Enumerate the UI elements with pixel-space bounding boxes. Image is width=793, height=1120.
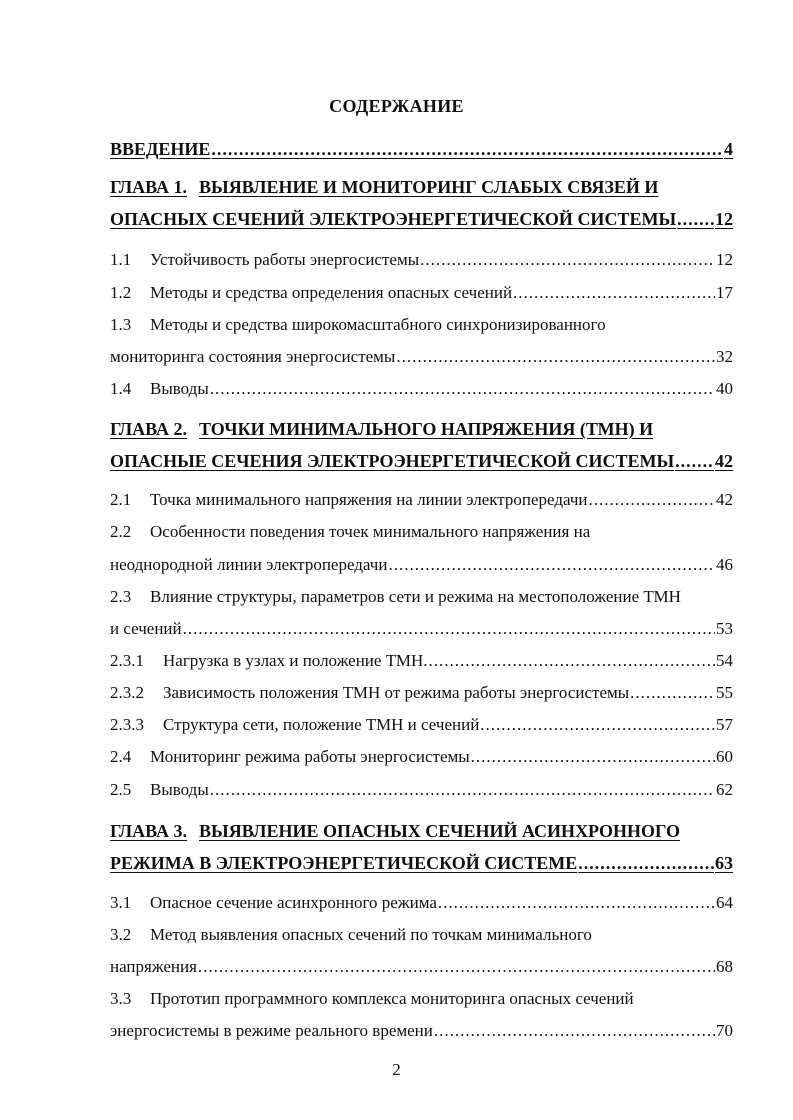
entry-text-line1: Прототип программного комплекса мониторинга опасных сечений bbox=[150, 989, 634, 1008]
dot-leader bbox=[210, 377, 715, 401]
entry-text-line1: Методы и средства широкомасштабного синхронизированного bbox=[150, 315, 606, 334]
chapter-title-line1: ТОЧКИ МИНИМАЛЬНОГО НАПРЯЖЕНИЯ (ТМН) И bbox=[199, 419, 654, 439]
toc-chapter-1-cont[interactable] bbox=[110, 207, 733, 231]
entry-text-line2: мониторинга состояния энергосистемы bbox=[110, 347, 396, 366]
entry-page: 57 bbox=[716, 715, 733, 734]
toc-entry-3-1[interactable] bbox=[110, 891, 733, 915]
dot-leader bbox=[438, 891, 715, 915]
toc-entry-2-5[interactable] bbox=[110, 778, 733, 802]
dot-leader bbox=[183, 617, 715, 641]
entry-page: 54 bbox=[716, 651, 733, 670]
entry-text: Мониторинг режима работы энергосистемы bbox=[150, 747, 470, 766]
toc-entry-2-1[interactable] bbox=[110, 488, 733, 512]
toc-entry-2-3-cont[interactable] bbox=[110, 617, 733, 641]
entry-number: 2.1 bbox=[110, 490, 132, 509]
entry-text-line1: Метод выявления опасных сечений по точкам минимального bbox=[150, 925, 592, 944]
entry-page: 70 bbox=[716, 1021, 733, 1040]
entry-page: 64 bbox=[716, 893, 733, 912]
entry-number: 2.3.2 bbox=[110, 683, 144, 702]
entry-page: 12 bbox=[716, 250, 733, 269]
entry-text: Выводы bbox=[150, 780, 209, 799]
dot-leader bbox=[420, 248, 715, 272]
dot-leader bbox=[429, 649, 716, 673]
entry-page: 60 bbox=[716, 747, 733, 766]
entry-text-line2: неоднородной линии электропередачи bbox=[110, 555, 388, 574]
chapter-number: ГЛАВА 2. bbox=[110, 419, 188, 439]
entry-number: 3.1 bbox=[110, 893, 132, 912]
entry-number: 1.3 bbox=[110, 315, 132, 334]
dot-leader bbox=[388, 553, 715, 577]
toc-chapter-2-cont[interactable] bbox=[110, 449, 733, 473]
entry-text: Структура сети, положение ТМН и сечений bbox=[163, 715, 480, 734]
toc-entry-3-2[interactable] bbox=[110, 923, 733, 947]
entry-text-line2: и сечений bbox=[110, 619, 182, 638]
chapter-title-line2: РЕЖИМА В ЭЛЕКТРОЭНЕРГЕТИЧЕСКОЙ СИСТЕМЕ bbox=[110, 853, 578, 873]
entry-text: Точка минимального напряжения на линии электропередачи bbox=[150, 490, 588, 509]
entry-text: Нагрузка в узлах и положение ТМН. bbox=[163, 651, 428, 670]
entry-page: 53 bbox=[716, 619, 733, 638]
entry-text-line1: Влияние структуры, параметров сети и режима на местоположение ТМН bbox=[150, 587, 681, 606]
toc-entry-2-4[interactable] bbox=[110, 745, 733, 769]
toc-entry-2-3[interactable] bbox=[110, 585, 733, 609]
chapter-number: ГЛАВА 3. bbox=[110, 821, 188, 841]
dot-leader bbox=[578, 851, 714, 875]
entry-page: 46 bbox=[716, 555, 733, 574]
entry-number: 2.2 bbox=[110, 522, 132, 541]
entry-number: 1.1 bbox=[110, 250, 132, 269]
entry-page: 40 bbox=[716, 379, 733, 398]
entry-page: 17 bbox=[716, 283, 733, 302]
toc-chapter-3-cont[interactable] bbox=[110, 851, 733, 875]
dot-leader bbox=[210, 778, 715, 802]
toc-chapter-2[interactable] bbox=[110, 417, 733, 441]
dot-leader bbox=[589, 488, 715, 512]
chapter-title-line1: ВЫЯВЛЕНИЕ И МОНИТОРИНГ СЛАБЫХ СВЯЗЕЙ И bbox=[199, 177, 659, 197]
entry-page: 63 bbox=[715, 853, 733, 873]
entry-number: 2.3.1 bbox=[110, 651, 144, 670]
toc-chapter-1[interactable] bbox=[110, 175, 733, 199]
entry-text-line2: напряжения bbox=[110, 957, 197, 976]
entry-text: Устойчивость работы энергосистемы bbox=[150, 250, 420, 269]
toc-entry-1-2[interactable] bbox=[110, 281, 733, 305]
toc-entry-3-3[interactable] bbox=[110, 987, 733, 1011]
toc-entry-1-3-cont[interactable] bbox=[110, 345, 733, 369]
entry-number: 1.4 bbox=[110, 379, 132, 398]
toc-entry-2-3-1[interactable] bbox=[110, 649, 733, 673]
entry-text-line2: энергосистемы в режиме реального времени bbox=[110, 1021, 433, 1040]
dot-leader bbox=[396, 345, 715, 369]
dot-leader bbox=[480, 713, 715, 737]
toc-entry-intro[interactable] bbox=[110, 137, 733, 161]
entry-number: 3.3 bbox=[110, 989, 132, 1008]
toc-entry-2-3-2[interactable] bbox=[110, 681, 733, 705]
entry-page: 12 bbox=[715, 209, 733, 229]
toc-entry-3-2-cont[interactable] bbox=[110, 955, 733, 979]
chapter-title-line1: ВЫЯВЛЕНИЕ ОПАСНЫХ СЕЧЕНИЙ АСИНХРОННОГО bbox=[199, 821, 680, 841]
entry-page: 55 bbox=[716, 683, 733, 702]
dot-leader bbox=[471, 745, 715, 769]
entry-text-line1: Особенности поведения точек минимального напряжения на bbox=[150, 522, 591, 541]
chapter-title-line2: ОПАСНЫЕ СЕЧЕНИЯ ЭЛЕКТРОЭНЕРГЕТИЧЕСКОЙ СИСТЕМЫ bbox=[110, 451, 675, 471]
page-number: 2 bbox=[392, 1060, 401, 1079]
entry-page: 62 bbox=[716, 780, 733, 799]
dot-leader bbox=[675, 449, 714, 473]
dot-leader bbox=[513, 281, 715, 305]
entry-text: Выводы bbox=[150, 379, 209, 398]
dot-leader bbox=[630, 681, 715, 705]
toc-entry-1-1[interactable] bbox=[110, 248, 733, 272]
toc-entry-1-3[interactable] bbox=[110, 313, 733, 337]
toc-entry-1-4[interactable] bbox=[110, 377, 733, 401]
chapter-number: ГЛАВА 1. bbox=[110, 177, 188, 197]
toc-entry-2-2[interactable] bbox=[110, 520, 733, 544]
toc-entry-2-2-cont[interactable] bbox=[110, 553, 733, 577]
entry-number: 2.3.3 bbox=[110, 715, 144, 734]
toc-entry-2-3-3[interactable] bbox=[110, 713, 733, 737]
entry-page: 32 bbox=[716, 347, 733, 366]
entry-text: Методы и средства определения опасных сечений bbox=[150, 283, 513, 302]
toc-chapter-3[interactable] bbox=[110, 819, 733, 843]
dot-leader bbox=[677, 207, 714, 231]
toc-entry-3-3-cont[interactable] bbox=[110, 1019, 733, 1043]
entry-page: 4 bbox=[724, 139, 733, 159]
entry-page: 68 bbox=[716, 957, 733, 976]
entry-page: 42 bbox=[715, 451, 733, 471]
entry-number: 2.3 bbox=[110, 587, 132, 606]
toc-title: СОДЕРЖАНИЕ bbox=[329, 96, 464, 116]
dot-leader bbox=[198, 955, 715, 979]
dot-leader bbox=[434, 1019, 715, 1043]
entry-text: Опасное сечение асинхронного режима bbox=[150, 893, 437, 912]
chapter-title-line2: ОПАСНЫХ СЕЧЕНИЙ ЭЛЕКТРОЭНЕРГЕТИЧЕСКОЙ СИСТЕМЫ bbox=[110, 209, 677, 229]
entry-text: ВВЕДЕНИЕ bbox=[110, 139, 211, 159]
entry-number: 3.2 bbox=[110, 925, 132, 944]
entry-text: Зависимость положения ТМН от режима работы энергосистемы bbox=[163, 683, 630, 702]
entry-number: 2.5 bbox=[110, 780, 132, 799]
entry-number: 1.2 bbox=[110, 283, 132, 302]
dot-leader bbox=[211, 137, 723, 161]
entry-number: 2.4 bbox=[110, 747, 132, 766]
entry-page: 42 bbox=[716, 490, 733, 509]
